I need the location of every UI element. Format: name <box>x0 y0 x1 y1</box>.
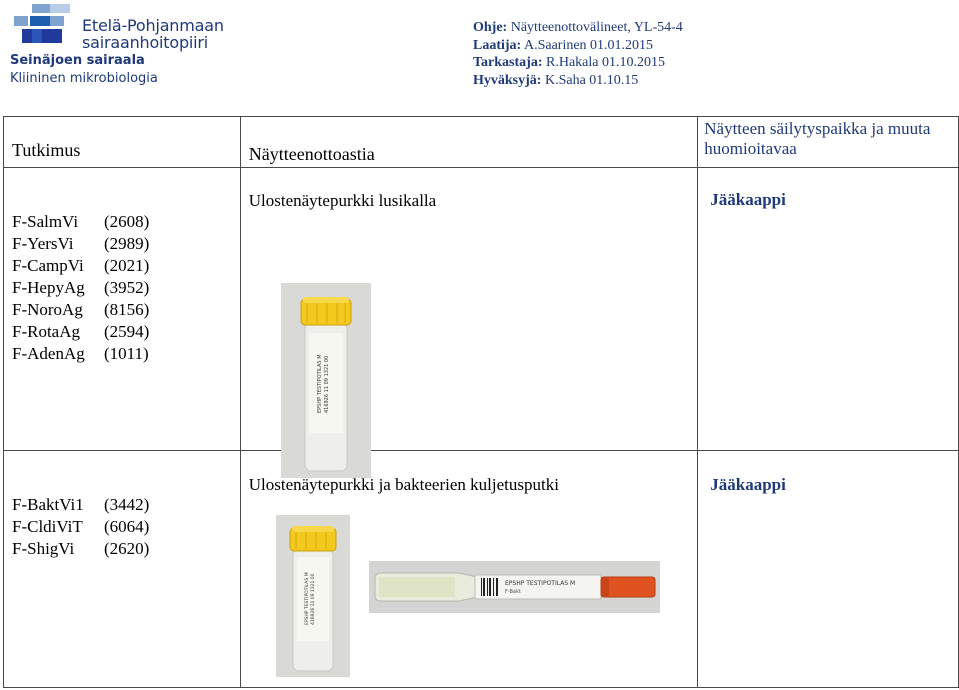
organization-logo <box>10 4 250 86</box>
storage-cell <box>698 451 959 688</box>
column-header-vessel: Näytteenottoastia <box>248 144 375 164</box>
sampling-table <box>3 116 959 688</box>
table-row <box>4 451 959 688</box>
meta-row-reviewer: Tarkastaja: R.Hakala 01.10.2015 <box>473 55 665 70</box>
test-list <box>12 211 149 365</box>
tests-cell <box>4 451 241 688</box>
org-name-line2: sairaanhoitopiiri <box>82 33 209 52</box>
test-item: F-SalmVi (2608) <box>12 212 150 231</box>
table-header-row <box>4 117 959 168</box>
stool-container-photo <box>276 515 350 677</box>
svg-text:F-Bakt: F-Bakt <box>504 589 521 595</box>
tests-cell <box>4 168 241 451</box>
svg-text:EPSHP TESTIPOTILAS M: EPSHP TESTIPOTILAS M <box>504 580 575 587</box>
department-name: Kliininen mikrobiologia <box>10 71 158 86</box>
meta-row-approver: Hyväksyjä: K.Saha 01.10.15 <box>473 72 639 88</box>
vessel-cell <box>240 168 698 451</box>
vessel-name: Ulostenäytepurkki ja bakteerien kuljetusputki <box>248 475 559 494</box>
svg-text:416926 11 09 1321 00: 416926 11 09 1321 00 <box>310 573 316 625</box>
vessel-name: Ulostenäytepurkki lusikalla <box>248 191 437 210</box>
test-item: F-CldiViT (6064) <box>12 517 150 536</box>
test-item: F-HepyAg (3952) <box>12 278 150 297</box>
storage-location: Jääkaappi <box>710 190 786 209</box>
test-item: F-BaktVi1 (3442) <box>12 495 150 514</box>
test-item: F-ShigVi (2620) <box>12 539 150 558</box>
org-name-line1: Etelä-Pohjanmaan <box>82 16 224 35</box>
svg-text:416926 11 09 1321 00: 416926 11 09 1321 00 <box>323 355 330 413</box>
test-item: F-YersVi (2989) <box>12 234 150 253</box>
column-header-storage: Näytteen säilytyspaikka ja muuta huomioitavaa <box>704 119 931 158</box>
test-item: F-AdenAg (1011) <box>12 344 149 363</box>
table-row <box>4 168 959 451</box>
test-item: F-NoroAg (8156) <box>12 300 150 319</box>
header-cell-test <box>4 117 241 168</box>
transport-tube-photo <box>369 561 660 613</box>
svg-text:EPSHP TESTIPOTILAS M: EPSHP TESTIPOTILAS M <box>304 572 310 625</box>
meta-row-author: Laatija: A.Saarinen 01.01.2015 <box>473 37 654 53</box>
svg-text:EPSHP TESTIPOTILAS M: EPSHP TESTIPOTILAS M <box>316 354 323 413</box>
vessel-cell <box>240 451 698 688</box>
test-list <box>12 494 149 560</box>
storage-cell <box>698 168 959 451</box>
column-header-test: Tutkimus <box>12 140 81 160</box>
hospital-name: Seinäjoen sairaala <box>10 53 145 68</box>
meta-row-instruction: Ohje: Näytteenottovälineet, YL-54-4 <box>473 20 683 35</box>
storage-location: Jääkaappi <box>710 475 786 494</box>
stool-container-photo <box>281 283 371 478</box>
test-item: F-CampVi (2021) <box>12 256 150 275</box>
logo-mark-icon <box>10 4 80 52</box>
test-item: F-RotaAg (2594) <box>12 322 150 341</box>
header-cell-storage <box>698 117 959 168</box>
header-cell-vessel <box>240 117 698 168</box>
document-meta <box>473 19 683 89</box>
